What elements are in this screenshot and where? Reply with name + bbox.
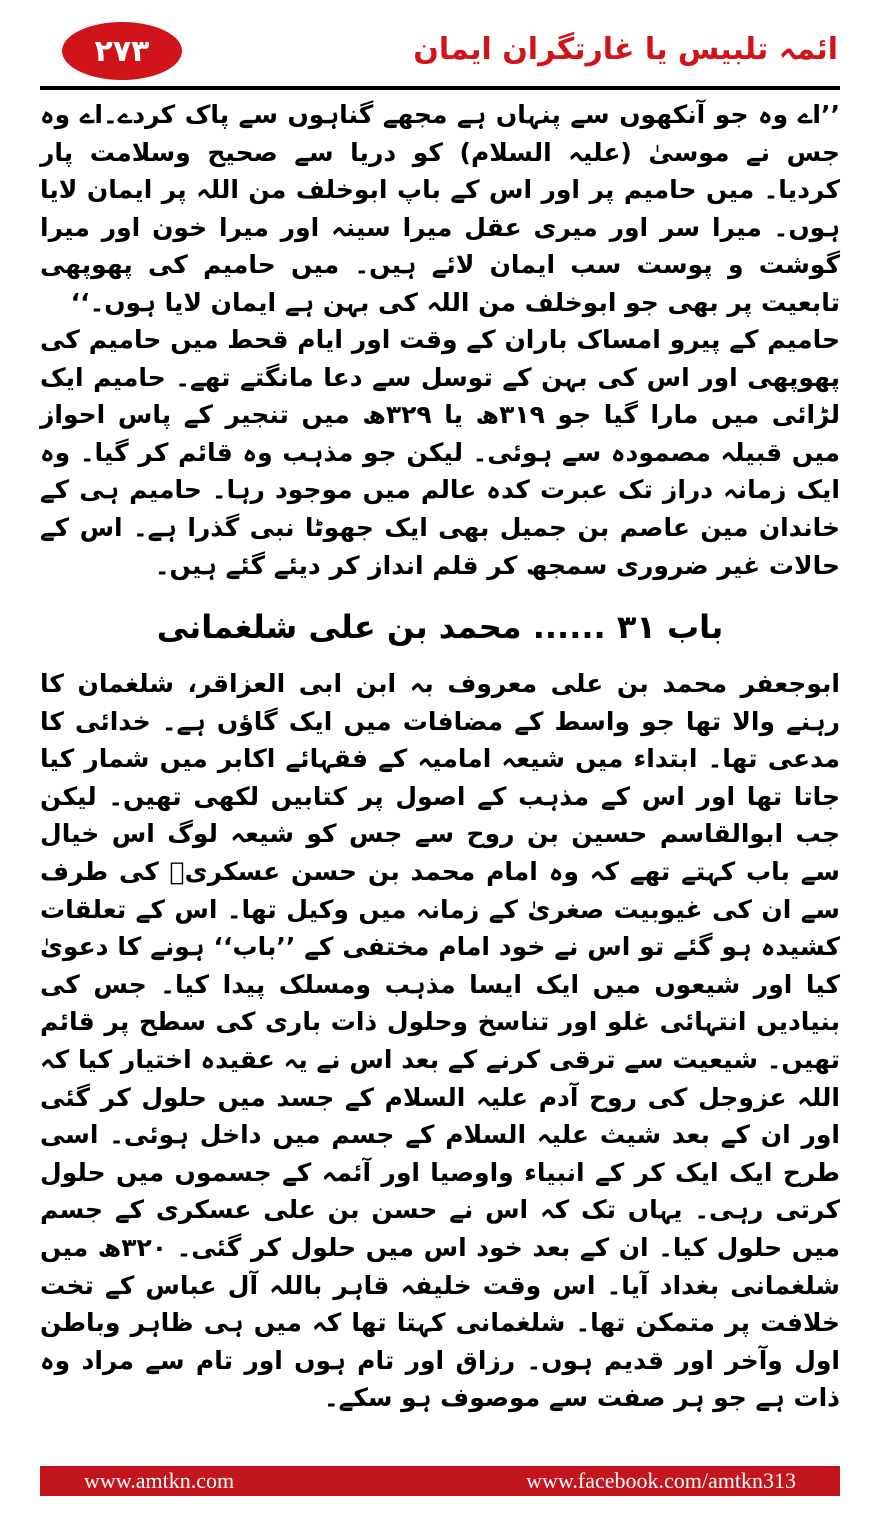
book-title: ائمہ تلبیس یا غارتگران ایمان [413, 32, 838, 67]
header-divider [40, 86, 840, 90]
quote-paragraph: ’’اے وہ جو آنکھوں سے پنہاں ہے مجھے گناہوں سے پاک کردے۔اے وہ جس نے موسیٰ (علیہ السلام) کو دریا سے صحیح وسلامت پار کردیا۔ میں حامیم پر اور اس کے باپ ابوخلف من اللہ پر ایمان لایا ہوں۔ میرا سر اور میری عقل میرا سینہ اور میرا خون اور میرا گوشت و پوست سب ایمان لائے ہیں۔ میں حامیم کی پھوپھی تابعیت پر بھی جو ابوخلف من اللہ کی بہن ہے ایمان لایا ہوں۔‘‘ [40, 100, 840, 317]
chapter-heading: باب ۳۱ ...... محمد بن علی شلغمانی [156, 608, 724, 646]
body-paragraph: حامیم کے پیرو امساک باران کے وقت اور ایام قحط میں حامیم کی پھوپھی اور اس کی بہن کے توسل سے دعا مانگتے تھے۔ حامیم ایک لڑائی میں مارا گیا جو ۳۱۹ھ یا ۳۲۹ھ میں تنجیر کے پاس احواز میں قبیلہ مصمودہ سے ہوئی۔ لیکن جو مذہب وہ قائم کر گیا۔ وہ ایک زمانہ دراز تک عبرت کدہ عالم میں موجود رہا۔ حامیم ہی کے خاندان مین عاصم بن جمیل بھی ایک جھوٹا نبی گذرا ہے۔ اس کے حالات غیر ضروری سمجھ کر قلم انداز کر دیئے گئے ہیں۔ [40, 325, 840, 580]
page-footer [40, 1466, 840, 1496]
body-paragraph: ابوجعفر محمد بن علی معروف بہ ابن ابی العزاقر، شلغمان کا رہنے والا تھا جو واسط کے مضافات میں ایک گاؤں ہے۔ خدائی کا مدعی تھا۔ ابتداء میں شیعہ امامیہ کے فقہائے اکابر میں شمار کیا جاتا تھا اور اس کے مذہب کے اصول پر کتابیں لکھی تھیں۔ لیکن جب ابوالقاسم حسین بن روح سے جس کو شیعہ لوگ اس خیال سے باب کہتے تھے کہ وہ امام محمد بن حسن عسکریؒ کی طرف سے ان کی غیوبیت صغریٰ کے زمانہ میں وکیل تھا۔ اس کے تعلقات کشیدہ ہو گئے تو اس نے خود امام مختفی کے ’’باب‘‘ ہونے کا دعویٰ کیا اور شیعوں میں ایک ایسا مذہب ومسلک پیدا کیا۔ جس کی بنیادیں انتہائی غلو اور تناسخ وحلول ذات باری کی سطح پر قائم تھیں۔ شیعیت سے ترقی کرنے کے بعد اس نے یہ عقیدہ اختیار کیا کہ اللہ عزوجل کی روح آدم علیہ السلام کے جسد میں حلول کر گئی اور ان کے بعد شیث علیہ السلام کے جسم میں داخل ہوئی۔ اسی طرح ایک ایک کر کے انبیاء واوصیا اور آئمہ کے جسموں میں حلول کرتی رہی۔ یہاں تک کہ اس نے حسن بن علی عسکری کے جسم میں حلول کیا۔ ان کے بعد خود اس میں حلول کر گئی۔ ۳۲۰ھ میں شلغمانی بغداد آیا۔ اس وقت خلیفہ قاہر باللہ آل عباس کے تخت خلافت پر متمکن تھا۔ شلغمانی کہتا تھا کہ میں ہی ظاہر وباطن اول وآخر اور قدیم ہوں۔ رزاق اور تام ہوں اور تام سے مراد وہ ذات ہے جو ہر صفت سے موصوف ہو سکے۔ [40, 669, 840, 1413]
page-header [40, 14, 840, 86]
page-body [40, 96, 840, 1417]
page-number-badge: ۲۷۳ [62, 22, 182, 80]
website-link[interactable]: www.amtkn.com [84, 1468, 235, 1493]
facebook-link[interactable]: www.facebook.com/amtkn313 [526, 1468, 796, 1493]
